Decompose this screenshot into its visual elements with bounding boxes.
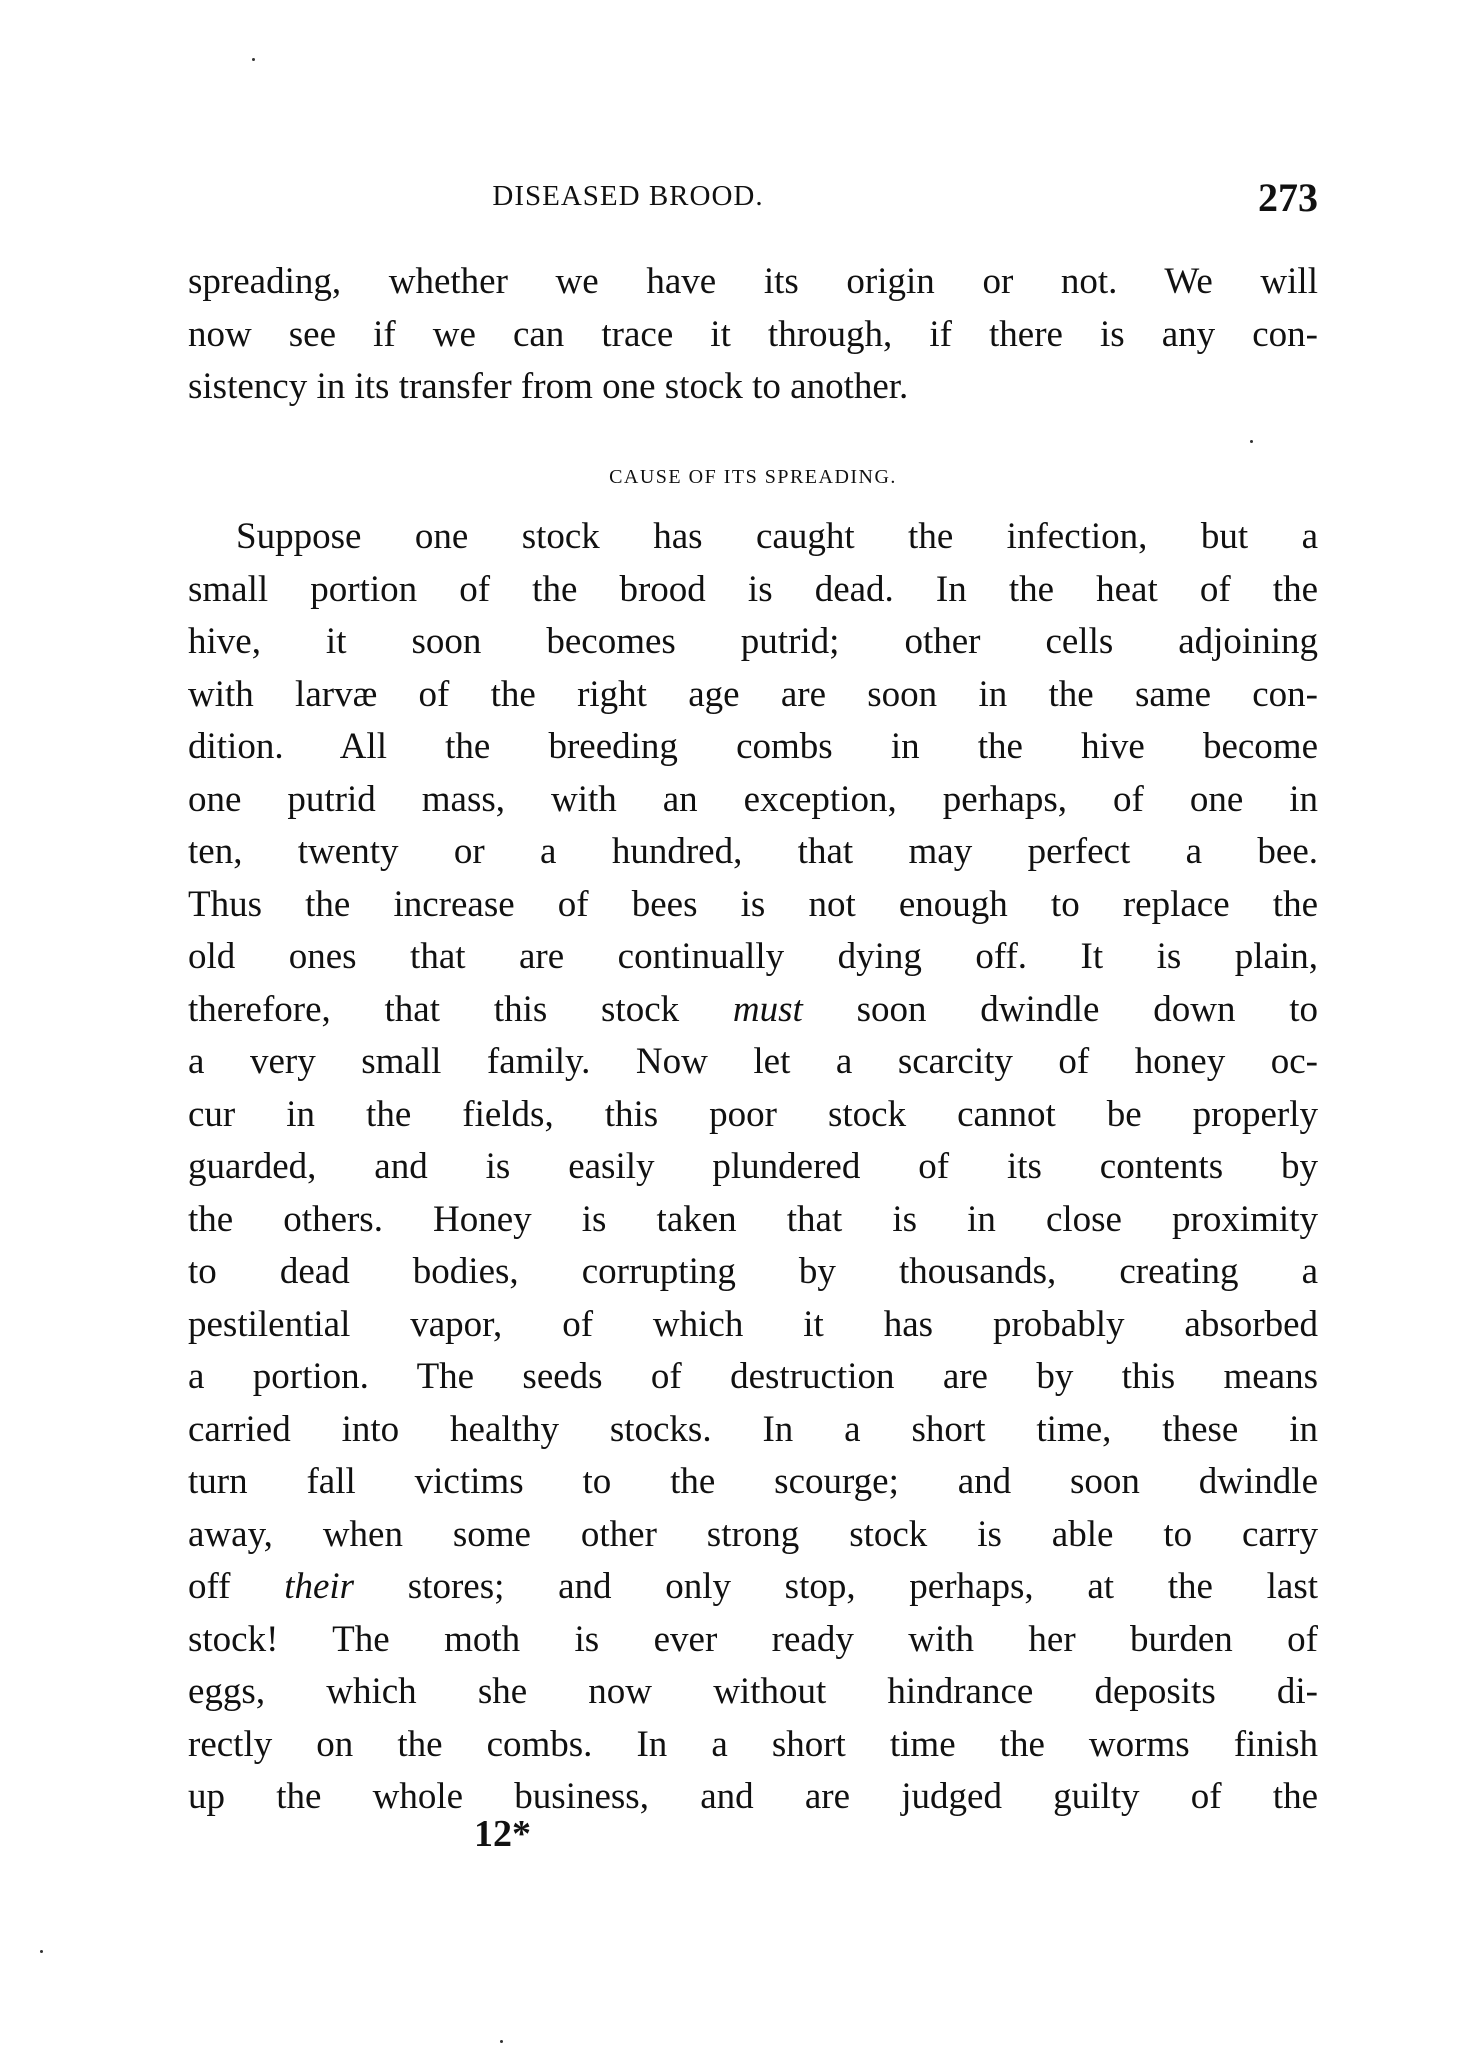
text-line: a very small family. Now let a scarcity of honey oc- — [188, 1041, 1318, 1082]
text-line: a portion. The seeds of destruction are by this means — [188, 1356, 1318, 1397]
text-segment: off — [188, 1566, 231, 1607]
scan-speck — [500, 2040, 503, 2043]
text-line: to dead bodies, corrupting by thousands, creating a — [188, 1251, 1318, 1292]
running-head — [188, 174, 1318, 220]
text-line: sistency in its transfer from one stock to another. — [188, 366, 909, 407]
text-line: old ones that are continually dying off. It is plain, — [188, 936, 1318, 977]
section-heading: CAUSE OF ITS SPREADING. — [609, 466, 897, 488]
signature-mark: 12* — [474, 1813, 531, 1855]
text-line: ten, twenty or a hundred, that may perfect a bee. — [188, 831, 1318, 872]
text-line: away, when some other strong stock is able to carry — [188, 1513, 1318, 1555]
text-line: spreading, whether we have its origin or not. We will — [188, 261, 1318, 302]
text-line: small portion of the brood is dead. In the heat of the — [188, 568, 1318, 610]
text-line-with-italic — [188, 984, 1318, 1037]
text-line: now see if we can trace it through, if there is any con- — [188, 313, 1318, 355]
text-line: guarded, and is easily plundered of its contents by — [188, 1146, 1318, 1187]
italic-emphasis: must — [732, 988, 803, 1030]
text-line: one putrid mass, with an exception, perhaps, of one in — [188, 778, 1318, 820]
paragraph-cause-of-spreading — [188, 511, 1318, 1824]
text-line: hive, it soon becomes putrid; other cells adjoining — [188, 621, 1318, 662]
text-line: carried into healthy stocks. In a short time, these in — [188, 1408, 1318, 1450]
scan-speck — [40, 1950, 43, 1953]
text-line: rectly on the combs. In a short time the worms finish — [188, 1723, 1318, 1765]
text-line: the others. Honey is taken that is in close proximity — [188, 1198, 1318, 1240]
page-number: 273 — [1258, 175, 1318, 220]
text-segment: soon dwindle down to — [856, 988, 1319, 1030]
text-line: Suppose one stock has caught the infection, but a — [236, 516, 1318, 557]
text-line: cur in the fields, this poor stock cannot be properly — [188, 1093, 1318, 1135]
text-line: with larvæ of the right age are soon in the same con- — [188, 673, 1318, 715]
text-line: eggs, which she now without hindrance deposits di- — [188, 1671, 1318, 1712]
running-title: DISEASED BROOD. — [492, 180, 764, 212]
paragraph-continued — [188, 256, 1318, 414]
text-line: dition. All the breeding combs in the hive become — [188, 726, 1318, 767]
italic-emphasis: their — [284, 1566, 355, 1607]
scan-speck — [1250, 440, 1253, 443]
text-segment: stores; and only stop, perhaps, at the last — [407, 1566, 1318, 1607]
text-segment: therefore, that this stock — [188, 988, 680, 1030]
text-line: Thus the increase of bees is not enough to replace the — [188, 883, 1318, 925]
text-line: turn fall victims to the scourge; and soon dwindle — [188, 1461, 1318, 1502]
text-line-with-italic — [188, 1561, 1318, 1614]
text-line: up the whole business, and are judged guilty of the — [188, 1776, 1318, 1817]
scan-speck — [252, 58, 255, 61]
text-line: stock! The moth is ever ready with her burden of — [188, 1618, 1318, 1660]
text-line: pestilential vapor, of which it has probably absorbed — [188, 1303, 1318, 1345]
